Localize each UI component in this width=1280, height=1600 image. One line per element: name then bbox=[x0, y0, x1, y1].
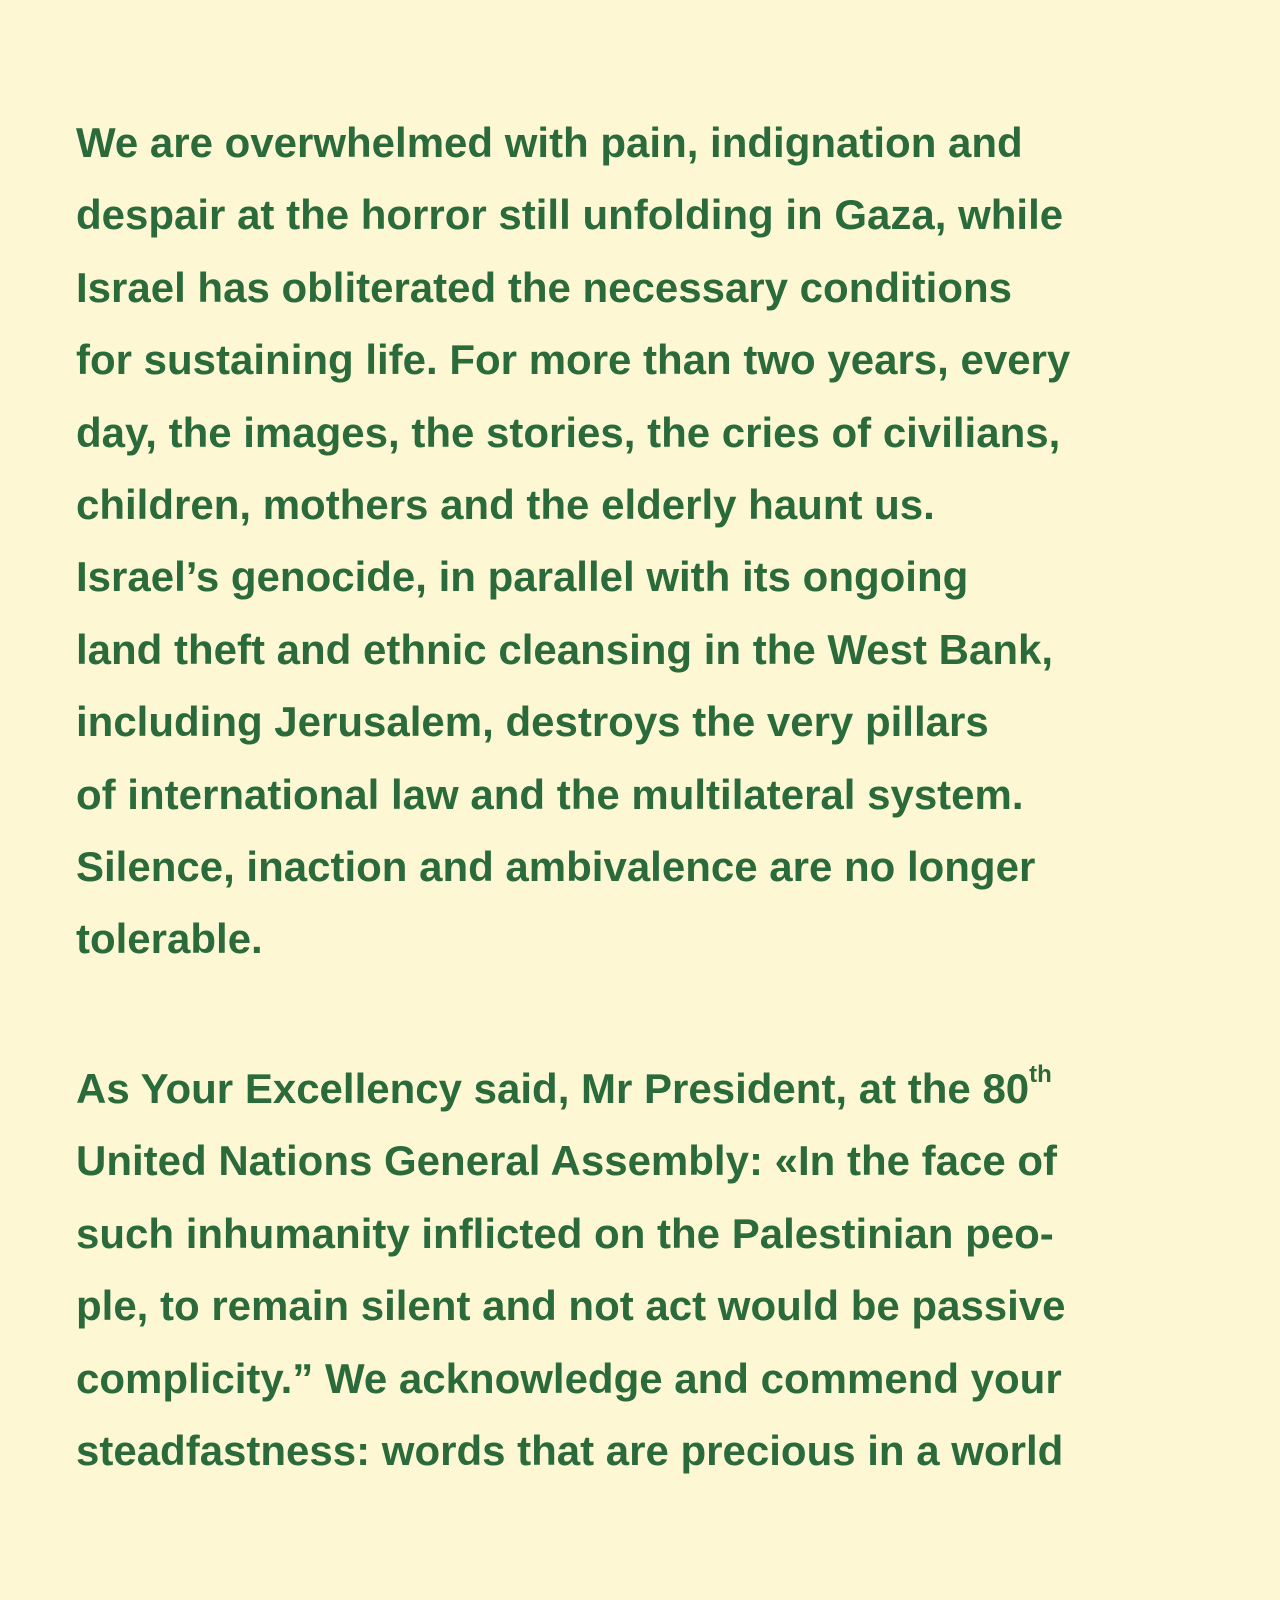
paragraph-president-quote bbox=[76, 1053, 1066, 1487]
paragraph-line-text: As Your Excellency said, Mr President, at the 80 bbox=[76, 1065, 1030, 1112]
paragraph-gaza-statement bbox=[76, 107, 1070, 976]
paragraph-line: ple, to remain silent and not act would be passive bbox=[76, 1282, 1066, 1330]
paragraph-line: We are overwhelmed with pain, indignation and bbox=[76, 119, 1023, 166]
paragraph-line: for sustaining life. For more than two years, every bbox=[76, 336, 1071, 384]
paragraph-line: children, mothers and the elderly haunt us. bbox=[76, 481, 935, 529]
paragraph-line: land theft and ethnic cleansing in the West Bank, bbox=[76, 625, 1054, 673]
paragraph-line: United Nations General Assembly: «In the face of bbox=[76, 1137, 1058, 1185]
paragraph-line: such inhumanity inflicted on the Palestinian peo- bbox=[76, 1209, 1054, 1257]
paragraph-line: including Jerusalem, destroys the very pillars bbox=[76, 698, 989, 746]
paragraph-line: Israel has obliterated the necessary conditions bbox=[76, 263, 1012, 311]
paragraph-line: day, the images, the stories, the cries of civilians, bbox=[76, 408, 1061, 456]
paragraph-line: steadfastness: words that are precious in a world bbox=[76, 1427, 1064, 1475]
paragraph-line: despair at the horror still unfolding in Gaza, while bbox=[76, 191, 1064, 239]
paragraph-line: of international law and the multilateral system. bbox=[76, 770, 1024, 818]
paragraph-line: complicity.” We acknowledge and commend your bbox=[76, 1354, 1062, 1402]
paragraph-line bbox=[76, 1053, 1066, 1125]
ordinal-superscript: th bbox=[1029, 1061, 1052, 1088]
paragraph-line: Israel’s genocide, in parallel with its ongoing bbox=[76, 553, 969, 601]
paragraph-line: Silence, inaction and ambivalence are no longer bbox=[76, 843, 1036, 891]
paragraph-line: tolerable. bbox=[76, 915, 263, 963]
